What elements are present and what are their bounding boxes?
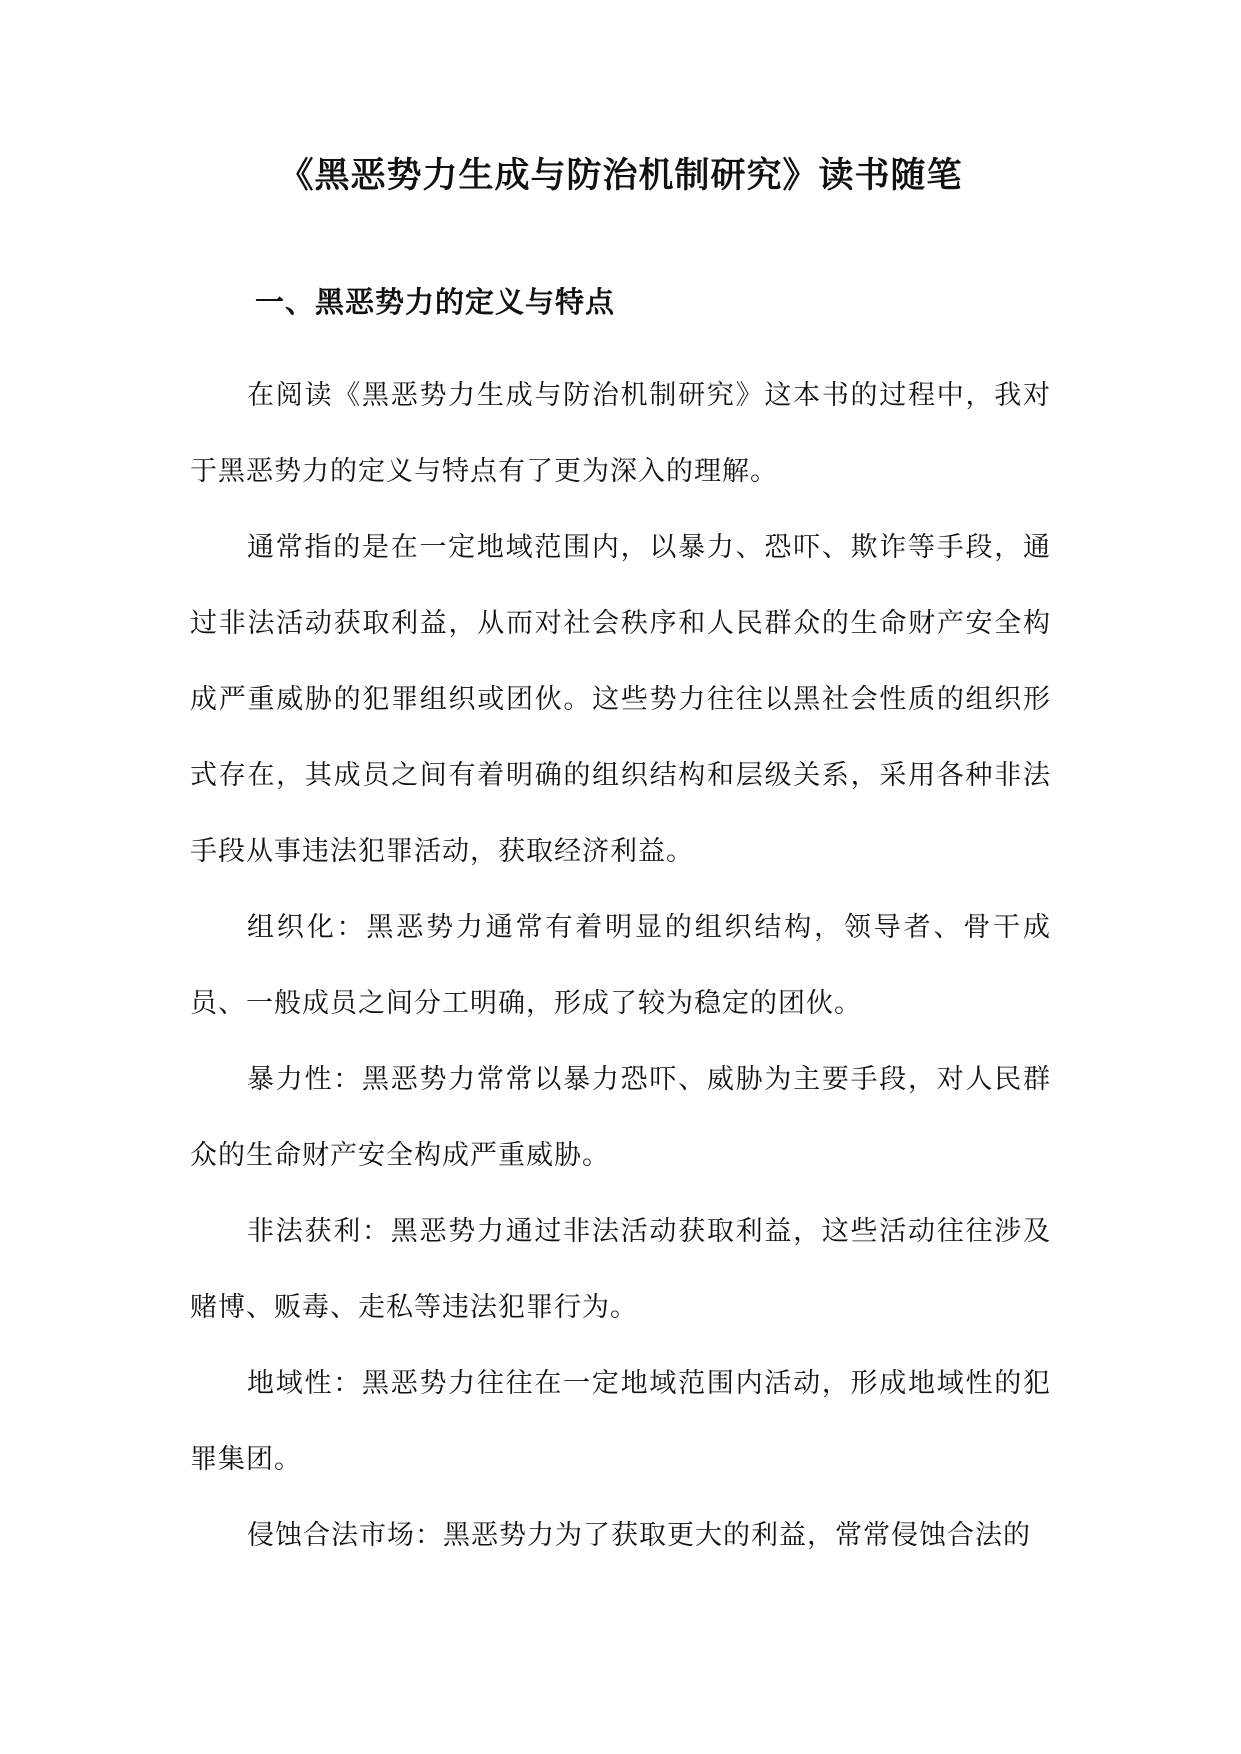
paragraph: 地域性：黑恶势力往往在一定地域范围内活动，形成地域性的犯罪集团。 — [190, 1368, 1051, 1475]
section-heading: 一、黑恶势力的定义与特点 — [255, 285, 616, 319]
paragraph: 通常指的是在一定地域范围内，以暴力、恐吓、欺诈等手段，通过非法活动获取利益，从而对社会秩序和人民群众的生命财产安全构成严重威胁的犯罪组织或团伙。这些势力往往以黑社会性质的组织形式存在，其成员之间有着明确的组织结构和层级关系，采用各种非法手段从事违法犯罪活动，获取经济利益。 — [190, 532, 1051, 867]
paragraph: 非法获利：黑恶势力通过非法活动获取利益，这些活动往往涉及赌博、贩毒、走私等违法犯罪行为。 — [190, 1216, 1051, 1323]
body-text — [190, 358, 1051, 1574]
paragraph: 组织化：黑恶势力通常有着明显的组织结构，领导者、骨干成员、一般成员之间分工明确，形成了较为稳定的团伙。 — [190, 912, 1051, 1019]
paragraph: 侵蚀合法市场：黑恶势力为了获取更大的利益，常常侵蚀合法的 — [247, 1520, 1031, 1551]
paragraph: 在阅读《黑恶势力生成与防治机制研究》这本书的过程中，我对于黑恶势力的定义与特点有了更为深入的理解。 — [190, 380, 1051, 487]
document-title: 《黑恶势力生成与防治机制研究》读书随笔 — [278, 156, 963, 196]
paragraph: 暴力性：黑恶势力常常以暴力恐吓、威胁为主要手段，对人民群众的生命财产安全构成严重威胁。 — [190, 1064, 1051, 1171]
